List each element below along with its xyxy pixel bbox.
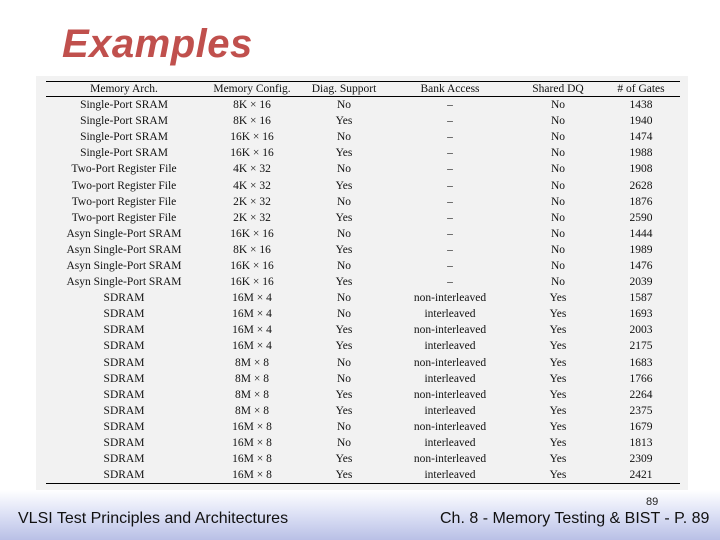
cell-memory-config: 2K × 32 (233, 211, 271, 224)
table-row (46, 274, 680, 290)
cell-memory-config: 8K × 16 (233, 99, 271, 112)
cell-shared-dq: Yes (549, 292, 567, 305)
cell-gates: 1988 (629, 147, 653, 160)
cell-diag-support: Yes (335, 115, 353, 128)
cell-gates: 2175 (629, 340, 653, 353)
cell-shared-dq: Yes (549, 308, 567, 321)
cell-bank-access: – (447, 243, 453, 256)
cell-memory-arch: SDRAM (103, 420, 145, 433)
cell-memory-arch: SDRAM (103, 340, 145, 353)
cell-gates: 1444 (629, 227, 653, 240)
cell-gates: 1693 (629, 308, 653, 321)
cell-memory-arch: Two-Port Register File (71, 163, 177, 176)
cell-memory-config: 16K × 16 (230, 276, 274, 289)
cell-memory-config: 16M × 4 (232, 292, 272, 305)
cell-gates: 2003 (629, 324, 653, 337)
cell-memory-config: 8M × 8 (235, 372, 269, 385)
cell-bank-access: non-interleaved (413, 356, 487, 369)
cell-gates: 1908 (629, 163, 653, 176)
cell-memory-config: 16M × 8 (232, 420, 272, 433)
header-diag-support: Diag. Support (302, 82, 386, 97)
cell-shared-dq: No (550, 131, 566, 144)
table-header-row (46, 82, 680, 97)
cell-diag-support: Yes (335, 404, 353, 417)
cell-gates: 2590 (629, 211, 653, 224)
cell-bank-access: – (447, 276, 453, 289)
cell-shared-dq: Yes (549, 340, 567, 353)
cell-memory-config: 16M × 8 (232, 437, 272, 450)
cell-memory-config: 8M × 8 (235, 388, 269, 401)
table-row (46, 97, 680, 114)
cell-memory-arch: SDRAM (103, 372, 145, 385)
table-row (46, 306, 680, 322)
cell-memory-config: 16M × 8 (232, 453, 272, 466)
cell-memory-config: 2K × 32 (233, 195, 271, 208)
cell-diag-support: No (336, 292, 352, 305)
cell-shared-dq: Yes (549, 388, 567, 401)
cell-memory-arch: SDRAM (103, 388, 145, 401)
cell-shared-dq: Yes (549, 404, 567, 417)
table-body (46, 97, 680, 484)
cell-bank-access: interleaved (424, 340, 476, 353)
cell-diag-support: No (336, 437, 352, 450)
table-row (46, 177, 680, 193)
cell-bank-access: interleaved (386, 467, 514, 484)
cell-diag-support: Yes (335, 453, 353, 466)
table-row (46, 145, 680, 161)
cell-bank-access: – (447, 131, 453, 144)
cell-diag-support: No (336, 372, 352, 385)
table-row (46, 435, 680, 451)
cell-bank-access: interleaved (424, 308, 476, 321)
cell-bank-access: interleaved (424, 372, 476, 385)
cell-diag-support: No (336, 99, 352, 112)
cell-memory-arch: SDRAM (46, 467, 202, 484)
cell-diag-support: No (336, 259, 352, 272)
cell-bank-access: non-interleaved (413, 324, 487, 337)
header-shared-dq: Shared DQ (514, 82, 602, 97)
cell-shared-dq: No (550, 163, 566, 176)
memory-examples-table (46, 81, 680, 484)
table-row (46, 194, 680, 210)
cell-diag-support: No (336, 131, 352, 144)
cell-bank-access: – (447, 211, 453, 224)
cell-memory-config: 16M × 4 (232, 308, 272, 321)
cell-bank-access: – (447, 179, 453, 192)
cell-memory-arch: Single-Port SRAM (80, 131, 168, 144)
cell-memory-arch: SDRAM (103, 453, 145, 466)
cell-gates: 1766 (629, 372, 653, 385)
cell-bank-access: non-interleaved (413, 420, 487, 433)
cell-shared-dq: No (550, 259, 566, 272)
cell-diag-support: Yes (335, 324, 353, 337)
header-gates: # of Gates (602, 82, 680, 97)
cell-gates: 2039 (629, 276, 653, 289)
cell-memory-config: 16M × 8 (202, 467, 302, 484)
table-row (46, 290, 680, 306)
cell-diag-support: Yes (335, 243, 353, 256)
cell-memory-arch: SDRAM (103, 437, 145, 450)
cell-bank-access: – (447, 147, 453, 160)
table-row (46, 338, 680, 354)
cell-shared-dq: Yes (549, 420, 567, 433)
cell-diag-support: No (336, 227, 352, 240)
cell-diag-support: Yes (335, 147, 353, 160)
cell-bank-access: – (447, 195, 453, 208)
cell-bank-access: interleaved (424, 404, 476, 417)
cell-memory-arch: SDRAM (103, 356, 145, 369)
cell-shared-dq: Yes (549, 453, 567, 466)
table-row (46, 113, 680, 129)
cell-memory-arch: Asyn Single-Port SRAM (66, 259, 182, 272)
page-number: 89 (646, 496, 659, 508)
cell-shared-dq: No (550, 243, 566, 256)
cell-shared-dq: No (550, 211, 566, 224)
cell-shared-dq: No (550, 179, 566, 192)
cell-shared-dq: No (550, 147, 566, 160)
table-row (46, 129, 680, 145)
cell-diag-support: Yes (335, 211, 353, 224)
slide-title: Examples (62, 22, 253, 66)
cell-bank-access: non-interleaved (413, 453, 487, 466)
cell-gates: 2421 (602, 467, 680, 484)
cell-bank-access: – (447, 115, 453, 128)
footer-course-title: VLSI Test Principles and Architectures (18, 510, 289, 527)
table-row (46, 242, 680, 258)
cell-memory-arch: SDRAM (103, 404, 145, 417)
cell-memory-arch: Asyn Single-Port SRAM (66, 276, 182, 289)
table-row (46, 371, 680, 387)
cell-gates: 1989 (629, 243, 653, 256)
cell-memory-config: 8M × 8 (235, 356, 269, 369)
cell-memory-config: 16K × 16 (230, 259, 274, 272)
cell-bank-access: interleaved (424, 437, 476, 450)
cell-shared-dq: No (550, 99, 566, 112)
cell-memory-arch: Single-Port SRAM (80, 115, 168, 128)
cell-gates: 1476 (629, 259, 653, 272)
cell-shared-dq: No (550, 276, 566, 289)
table-row (46, 467, 680, 484)
cell-diag-support: Yes (335, 340, 353, 353)
header-memory-config: Memory Config. (202, 82, 302, 97)
table-row (46, 403, 680, 419)
cell-diag-support: No (336, 163, 352, 176)
cell-memory-arch: SDRAM (103, 292, 145, 305)
cell-memory-arch: Two-port Register File (71, 211, 177, 224)
cell-shared-dq: No (550, 115, 566, 128)
cell-memory-config: 16M × 4 (232, 340, 272, 353)
table-row (46, 258, 680, 274)
table-row (46, 226, 680, 242)
header-bank-access: Bank Access (386, 82, 514, 97)
cell-memory-config: 8K × 16 (233, 243, 271, 256)
cell-diag-support: Yes (335, 179, 353, 192)
cell-memory-config: 4K × 32 (233, 163, 271, 176)
cell-memory-config: 16K × 16 (230, 131, 274, 144)
cell-gates: 1813 (629, 437, 653, 450)
table-row (46, 451, 680, 467)
cell-shared-dq: Yes (549, 372, 567, 385)
cell-gates: 1438 (629, 99, 653, 112)
header-memory-arch: Memory Arch. (46, 82, 202, 97)
table-row (46, 387, 680, 403)
cell-memory-config: 8M × 8 (235, 404, 269, 417)
cell-bank-access: non-interleaved (413, 388, 487, 401)
cell-memory-arch: Two-port Register File (71, 179, 177, 192)
cell-memory-config: 4K × 32 (233, 179, 271, 192)
cell-diag-support: No (336, 420, 352, 433)
cell-gates: 1940 (629, 115, 653, 128)
cell-shared-dq: Yes (549, 437, 567, 450)
cell-memory-config: 16K × 16 (230, 227, 274, 240)
cell-memory-arch: Single-Port SRAM (80, 147, 168, 160)
cell-gates: 2375 (629, 404, 653, 417)
cell-gates: 2309 (629, 453, 653, 466)
cell-diag-support: Yes (335, 388, 353, 401)
table-row (46, 161, 680, 177)
table-row (46, 419, 680, 435)
cell-bank-access: – (447, 99, 453, 112)
table-row (46, 322, 680, 338)
cell-memory-arch: SDRAM (103, 324, 145, 337)
cell-memory-config: 16M × 4 (232, 324, 272, 337)
cell-gates: 1876 (629, 195, 653, 208)
cell-gates: 2628 (629, 179, 653, 192)
table-row (46, 355, 680, 371)
cell-diag-support: Yes (302, 467, 386, 484)
cell-memory-config: 16K × 16 (230, 147, 274, 160)
cell-gates: 1679 (629, 420, 653, 433)
cell-gates: 2264 (629, 388, 653, 401)
cell-diag-support: No (336, 308, 352, 321)
cell-memory-arch: SDRAM (103, 308, 145, 321)
footer-chapter: Ch. 8 - Memory Testing & BIST - P. 89 (440, 510, 710, 527)
cell-shared-dq: Yes (514, 467, 602, 484)
cell-shared-dq: Yes (549, 324, 567, 337)
cell-memory-arch: Single-Port SRAM (80, 99, 168, 112)
table-row (46, 210, 680, 226)
cell-diag-support: Yes (335, 276, 353, 289)
cell-gates: 1587 (629, 292, 653, 305)
cell-shared-dq: Yes (549, 356, 567, 369)
cell-diag-support: No (336, 356, 352, 369)
cell-bank-access: – (447, 227, 453, 240)
cell-memory-arch: Two-port Register File (71, 195, 177, 208)
cell-diag-support: No (336, 195, 352, 208)
cell-bank-access: – (447, 163, 453, 176)
cell-bank-access: – (447, 259, 453, 272)
cell-gates: 1683 (629, 356, 653, 369)
cell-shared-dq: No (550, 195, 566, 208)
cell-memory-arch: Asyn Single-Port SRAM (66, 243, 182, 256)
cell-gates: 1474 (629, 131, 653, 144)
cell-memory-arch: Asyn Single-Port SRAM (66, 227, 182, 240)
cell-bank-access: non-interleaved (413, 292, 487, 305)
cell-memory-config: 8K × 16 (233, 115, 271, 128)
cell-shared-dq: No (550, 227, 566, 240)
